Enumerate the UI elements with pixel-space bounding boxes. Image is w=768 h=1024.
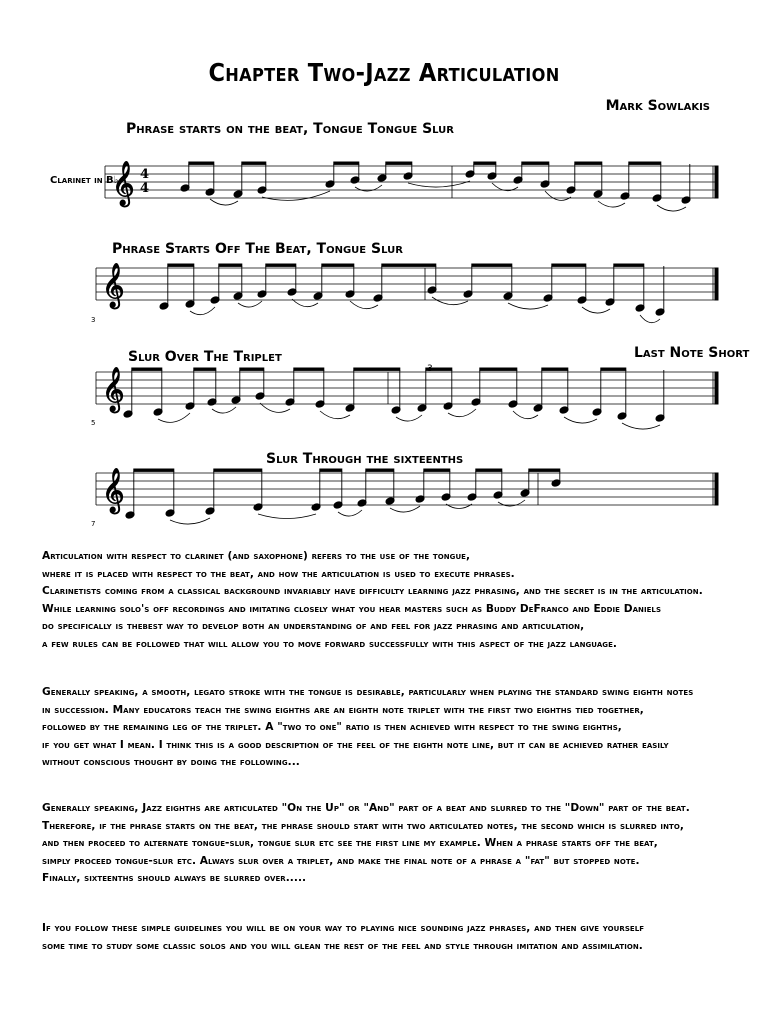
slur xyxy=(170,518,210,524)
time-signature-bottom: 4 xyxy=(140,181,150,196)
beam xyxy=(522,162,549,164)
text-line: Articulation with respect to clarinet (and saxophone) refers to the use of the tongue, xyxy=(42,550,471,562)
beam xyxy=(334,162,359,164)
page-title: Chapter Two-Jazz Articulation xyxy=(208,58,560,87)
composer-name: Mark Sowlakis xyxy=(605,98,710,114)
slur xyxy=(598,201,625,207)
text-line: a few rules can be followed that will allow you to move forward successfully with this aspect of the jazz language. xyxy=(42,637,617,650)
slur xyxy=(210,199,238,205)
beam xyxy=(472,264,512,266)
beam xyxy=(214,469,262,471)
text-line: followed by the remaining leg of the triplet. A "two to one" ratio is then achieved with respect to the swing eighths, xyxy=(42,721,622,734)
paragraph-2 xyxy=(42,684,764,772)
beam xyxy=(474,162,496,164)
section-label-4: Last Note Short xyxy=(634,345,750,361)
beam xyxy=(601,368,626,370)
slur xyxy=(564,417,597,423)
slur xyxy=(492,183,518,191)
beam xyxy=(575,162,602,164)
beam xyxy=(242,162,266,164)
text-line: While learning solo's off recordings and imitating closely what you hear masters such as Buddy DeFranco and Eddie Daniels xyxy=(42,602,662,615)
beam xyxy=(189,162,214,164)
section-label-1: Phrase starts on the beat, Tongue Tongue Slur xyxy=(126,121,455,137)
text-line: Finally, sixteenths should always be slurred over..... xyxy=(42,872,307,885)
measure-number: 3 xyxy=(91,316,96,324)
final-barline xyxy=(715,473,718,505)
text-line: Therefore, if the phrase starts on the beat, the phrase should start with two articulated notes, the second which is slurred into, xyxy=(42,819,684,832)
beam xyxy=(542,368,568,370)
slur xyxy=(212,407,236,413)
slur xyxy=(640,315,660,323)
paragraph-4 xyxy=(42,920,764,955)
measure-number: 5 xyxy=(91,419,96,427)
slur xyxy=(622,423,660,429)
treble-clef: 𝄞 xyxy=(112,161,135,205)
beam xyxy=(219,264,242,266)
text-line: without conscious thought by doing the following... xyxy=(42,756,300,769)
beam xyxy=(529,469,560,471)
text-line: Generally speaking, Jazz eighths are articulated "On the Up" or "And" part of a beat and slurred to the "Down" part of the beat. xyxy=(42,802,690,814)
section-label-5: Slur Through the sixteenths xyxy=(266,451,464,467)
beam xyxy=(424,469,450,471)
text-line: some time to study some classic solos and you will glean the rest of the feel and style through imitation and assimilation. xyxy=(42,939,643,952)
beam xyxy=(476,469,502,471)
beam xyxy=(480,368,517,370)
treble-clef: 𝄞 xyxy=(102,468,125,512)
beam xyxy=(194,368,216,370)
beam xyxy=(354,368,400,370)
text-line: if you get what I mean. I think this is a good description of the feel of the eighth note line, but it can be achieved rather easily xyxy=(42,738,669,751)
text-line: where it is placed with respect to the beat, and how the articulation is used to execute phrases. xyxy=(42,567,515,580)
slur xyxy=(262,191,330,200)
beam xyxy=(132,368,162,370)
slur xyxy=(260,403,290,412)
text-line: do specifically is thebest way to develop both an understanding of and feel for jazz phrasing and articulation, xyxy=(42,620,585,633)
treble-clef: 𝄞 xyxy=(102,263,125,307)
slur xyxy=(396,415,422,421)
slur xyxy=(432,297,468,305)
slur xyxy=(190,307,215,315)
slur xyxy=(657,205,686,211)
slur xyxy=(513,411,538,419)
tuplet-number: 3 xyxy=(427,364,433,374)
treble-clef: 𝄞 xyxy=(102,367,125,411)
beam xyxy=(134,469,174,471)
text-line: Clarinetists coming from a classical background invariably have difficulty learning jazz phrasing, and the secret is in the articulation. xyxy=(42,585,703,598)
text-line: in succession. Many educators teach the swing eighths are an eighth note triplet with the first two eighths tied together, xyxy=(42,703,644,716)
section-label-3: Slur Over The Triplet xyxy=(128,349,282,365)
beam xyxy=(629,162,661,164)
text-line: Generally speaking, a smooth, legato stroke with the tongue is desirable, particularly when playing the standard swing eighth notes xyxy=(42,686,694,698)
beam xyxy=(382,264,436,266)
text-line: If you follow these simple guidelines you will be on your way to playing nice sounding jazz phrases, and then give yourself xyxy=(42,922,645,934)
section-label-2: Phrase Starts Off The Beat, Tongue Slur xyxy=(112,241,403,257)
beam xyxy=(266,264,296,266)
beam xyxy=(366,469,394,471)
slur xyxy=(238,301,262,307)
text-line: simply proceed tongue-slur etc. Always slur over a triplet, and make the final note of a phrase a "fat" but stopped note. xyxy=(42,854,640,867)
beam xyxy=(614,264,644,266)
beam xyxy=(552,264,586,266)
beam xyxy=(294,368,324,370)
beam xyxy=(168,264,194,266)
slur xyxy=(338,510,362,516)
slur xyxy=(258,514,316,519)
slur xyxy=(350,301,378,309)
text-line: and then proceed to alternate tongue-slur, tongue slur etc see the first line my example. When a phrase starts off the beat, xyxy=(42,837,658,850)
beam xyxy=(320,469,342,471)
slur xyxy=(390,506,420,512)
paragraph-3 xyxy=(42,800,764,888)
beam xyxy=(386,162,412,164)
time-signature-top: 4 xyxy=(140,167,150,182)
slur xyxy=(158,413,190,422)
slur xyxy=(508,303,548,309)
slur xyxy=(320,411,350,419)
measure-number: 7 xyxy=(91,520,96,528)
final-barline xyxy=(715,268,718,300)
paragraph-1 xyxy=(42,548,764,654)
slur xyxy=(448,409,476,417)
beam xyxy=(240,368,264,370)
final-barline xyxy=(715,166,718,198)
beam xyxy=(322,264,354,266)
slur xyxy=(582,307,610,313)
final-barline xyxy=(715,372,718,404)
instrument-label: Clarinet in B♭ xyxy=(50,175,119,186)
